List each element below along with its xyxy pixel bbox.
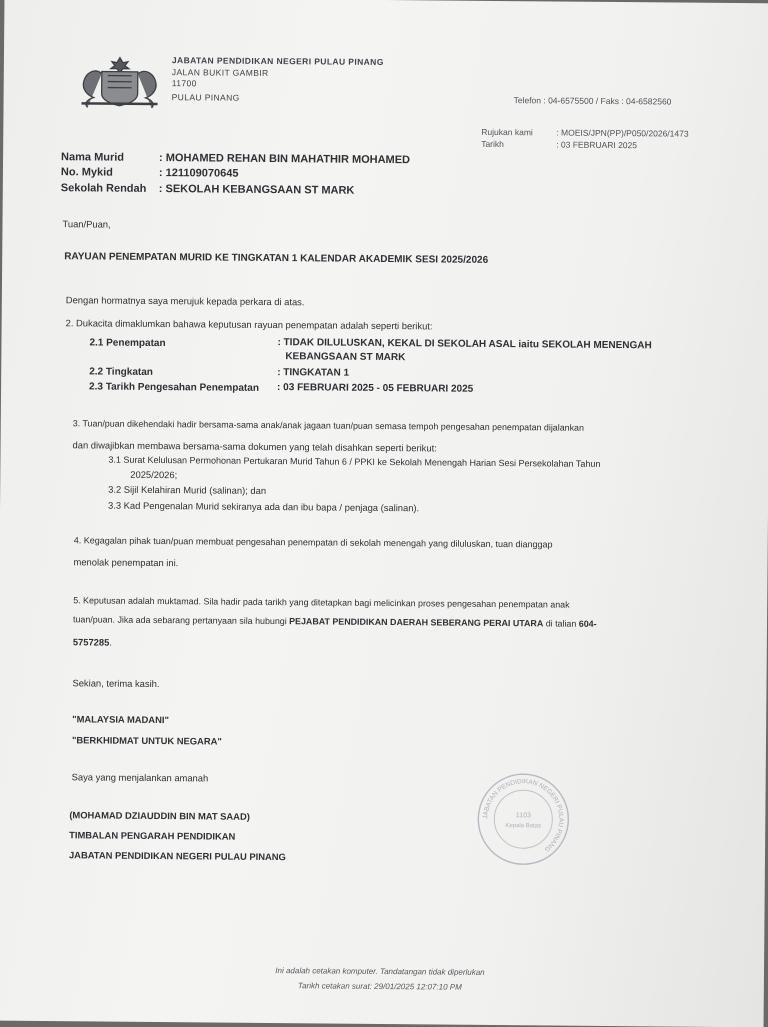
paragraph-5-text: tuan/puan. Jika ada sebarang pertanyaan sila hubungi [73, 614, 290, 627]
paragraph-5-talian: di talian [543, 618, 579, 629]
school-value: : SEKOLAH KEBANGSAAN ST MARK [158, 183, 355, 197]
intro-paragraph: Dengan hormatnya saya merujuk kepada perkara di atas. [65, 294, 305, 308]
phone-number-part2: 5757285 [72, 636, 110, 648]
trust-statement: Saya yang menjalankan amanah [71, 771, 209, 784]
paragraph-3-line1: 3. Tuan/puan dikehendaki hadir bersama-sama anak/anak jagaan tuan/puan semasa tempoh pengesahan penempatan dijalankan [72, 418, 584, 433]
placement-value-cont: KEBANGSAAN ST MARK [285, 351, 406, 364]
document-item-3: 3.3 Kad Pengenalan Murid sekiranya ada dan ibu bapa / penjaga (salinan). [108, 499, 420, 514]
date-value: : 03 FEBRUARI 2025 [556, 139, 638, 151]
grade-value: : TINGKATAN 1 [277, 367, 350, 379]
school-label: Sekolah Rendah [60, 182, 147, 195]
mykid-value: : 121109070645 [158, 167, 239, 180]
closing: Sekian, terima kasih. [72, 677, 160, 690]
paragraph-5-end: . [109, 636, 113, 648]
motto-2: "BERKHIDMAT UNTUK NEGARA" [71, 734, 222, 747]
document-item-1: 3.1 Surat Kelulusan Permohonan Pertukaran Murid Tahun 6 / PPKI ke Sekolah Menengah Harian Sesi Persekolahan Tahun [108, 454, 601, 469]
address-line: JALAN BUKIT GAMBIR [171, 67, 269, 78]
document-item-2: 3.2 Sijil Kelahiran Murid (salinan); dan [108, 483, 267, 496]
mykid-label: No. Mykid [60, 166, 113, 179]
district-office-name: PEJABAT PENDIDIKAN DAERAH SEBERANG PERAI UTARA [289, 616, 544, 629]
placement-label: 2.1 Penempatan [89, 337, 166, 350]
paragraph-5-line2 [73, 614, 597, 629]
student-name-value: : MOHAMED REHAN BIN MAHATHIR MOHAMED [159, 152, 411, 167]
reference-label: Rujukan kami [481, 126, 533, 138]
phone-number-part1: 604- [578, 618, 597, 629]
paragraph-3-line2: dan diwajibkan membawa bersama-sama dokumen yang telah disahkan seperti berikut: [72, 439, 437, 454]
department-name: JABATAN PENDIDIKAN NEGERI PULAU PINANG [171, 55, 384, 67]
paragraph-4-line1: 4. Kegagalan pihak tuan/puan membuat pengesahan penempatan di sekolah menengah yang diluluskan, tuan dianggap [73, 535, 553, 550]
signatory-name: (MOHAMAD DZIAUDDIN BIN MAT SAAD) [69, 809, 250, 822]
stamp-code: 1103 [515, 812, 531, 820]
student-name-label: Nama Murid [61, 151, 125, 164]
footer-note: Ini adalah cetakan komputer. Tandatangan tidak diperlukan [275, 966, 485, 977]
malaysia-coat-of-arms-icon [72, 53, 168, 110]
date-label: Tarikh [481, 138, 504, 150]
signatory-title: TIMBALAN PENGARAH PENDIDIKAN [69, 829, 236, 842]
letter-subject: RAYUAN PENEMPATAN MURID KE TINGKATAN 1 KALENDAR AKADEMIK SESI 2025/2026 [64, 251, 489, 266]
confirmation-date-label: 2.3 Tarikh Pengesahan Penempatan [89, 381, 260, 394]
paragraph-5-line3 [73, 636, 112, 647]
paragraph-2: 2. Dukacita dimaklumkan bahawa keputusan rayuan penempatan adalah seperti berikut: [65, 317, 433, 332]
paragraph-5-line1: 5. Keputusan adalah muktamad. Sila hadir pada tarikh yang ditetapkan bagi melicinkan proses pengesahan penempatan anak [73, 595, 570, 610]
postcode: 11700 [171, 78, 197, 89]
phone-fax: Telefon : 04-6575500 / Faks : 04-6582560 [513, 95, 672, 107]
footer-print-date: Tarikh cetakan surat: 29/01/2025 12:07:10 PM [297, 981, 462, 992]
placement-value: : TIDAK DILULUSKAN, KEKAL DI SEKOLAH ASAL iaitu SEKOLAH MENENGAH [277, 337, 652, 352]
official-stamp-icon [475, 771, 572, 868]
motto-1: "MALAYSIA MADANI" [72, 713, 169, 726]
paragraph-4-line2: menolak penempatan ini. [73, 556, 179, 569]
document-item-1-cont: 2025/2026; [130, 468, 178, 481]
stamp-label: Kepala Batas [505, 823, 542, 830]
salutation: Tuan/Puan, [62, 218, 111, 230]
stamp-ring-text: JABATAN PENDIDIKAN NEGERI PULAU PINANG [482, 778, 565, 853]
grade-label: 2.2 Tingkatan [89, 366, 153, 378]
reference-value: : MOEIS/JPN(PP)/P050/2026/1473 [556, 127, 689, 139]
confirmation-date-value: : 03 FEBRUARI 2025 - 05 FEBRUARI 2025 [277, 382, 474, 395]
signatory-office: JABATAN PENDIDIKAN NEGERI PULAU PINANG [68, 849, 286, 863]
state: PULAU PINANG [171, 92, 240, 103]
